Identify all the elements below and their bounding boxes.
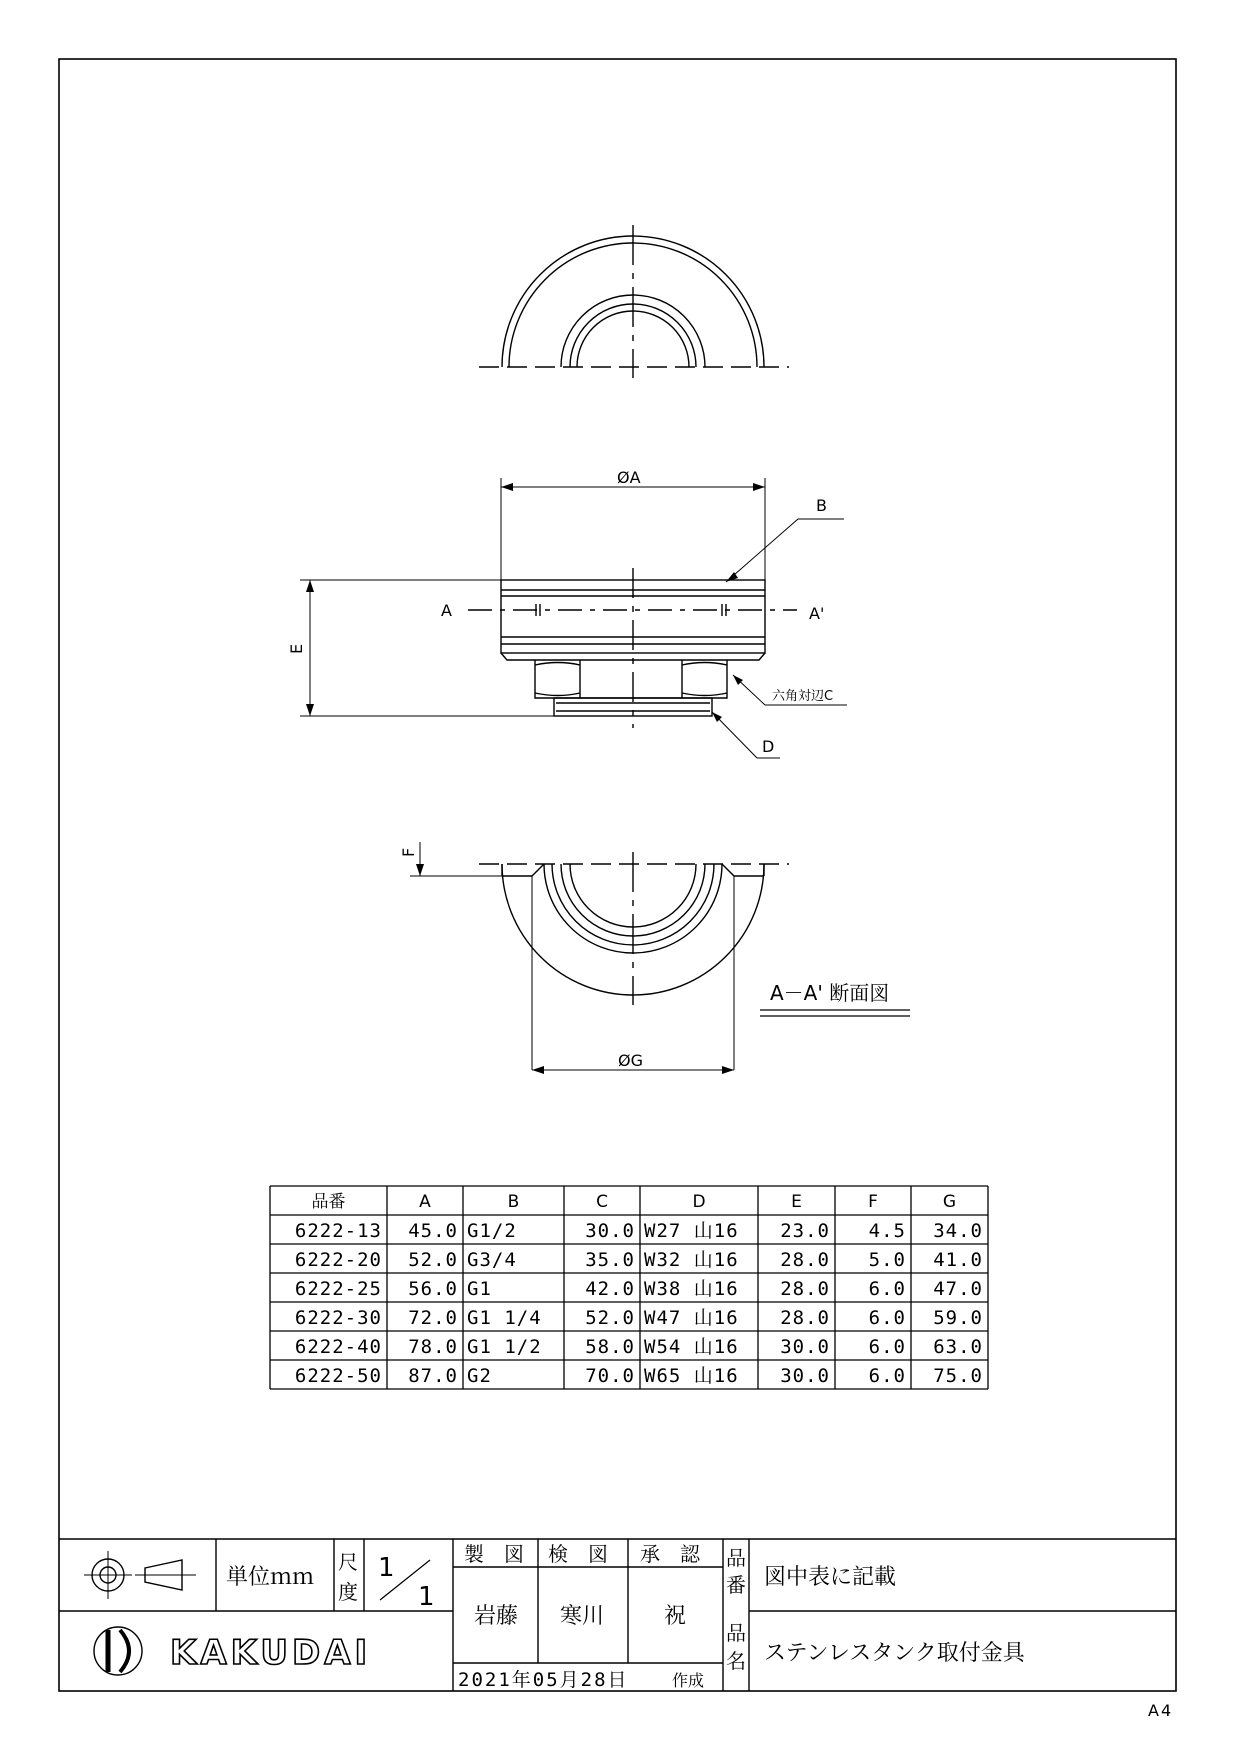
table-cell: W27 山16: [644, 1220, 739, 1242]
table-cell: 30.0: [780, 1365, 830, 1387]
table-cell: 30.0: [585, 1220, 635, 1242]
label-dia-a: ØA: [617, 468, 641, 487]
table-cell: 6222-30: [294, 1307, 382, 1329]
table-cell: W32 山16: [644, 1249, 739, 1271]
part-no-label-top: 品: [726, 1546, 746, 1570]
table-cell: 28.0: [780, 1249, 830, 1271]
table-header-5: E: [791, 1192, 802, 1212]
table-header-0: 品番: [311, 1192, 346, 1212]
top-view: [479, 225, 789, 378]
label-a-prime: A': [809, 604, 825, 623]
table-cell: 41.0: [933, 1249, 983, 1271]
checked-label: 検 図: [548, 1542, 608, 1566]
table-cell: 72.0: [408, 1307, 458, 1329]
table-cell: 6.0: [868, 1336, 906, 1358]
label-dia-g: ØG: [618, 1051, 643, 1070]
part-name-label-bottom: 名: [726, 1649, 746, 1673]
table-cell: 87.0: [408, 1365, 458, 1387]
table-cell: 4.5: [868, 1220, 906, 1242]
label-f: F: [399, 847, 418, 857]
table-cell: 30.0: [780, 1336, 830, 1358]
table-cell: 34.0: [933, 1220, 983, 1242]
table-cell: 47.0: [933, 1278, 983, 1300]
table-cell: W38 山16: [644, 1278, 739, 1300]
unit-label: 単位ｍｍ: [226, 1565, 315, 1590]
paper-size: A4: [1148, 1701, 1174, 1720]
part-name-label-top: 品: [726, 1621, 746, 1645]
scale-label-bottom: 度: [338, 1580, 358, 1604]
part-no-label-bottom: 番: [726, 1573, 746, 1597]
table-cell: 28.0: [780, 1307, 830, 1329]
table-header-2: B: [507, 1192, 520, 1212]
date-suffix: 作成: [672, 1671, 705, 1690]
table-cell: W47 山16: [644, 1307, 739, 1329]
approved-label: 承 認: [640, 1542, 700, 1566]
part-name-value: ステンレスタンク取付金具: [764, 1641, 1025, 1666]
table-cell: 6222-50: [294, 1365, 382, 1387]
table-cell: 6.0: [868, 1365, 906, 1387]
section-title: A－A' 断面図: [770, 981, 890, 1005]
table-cell: 42.0: [585, 1278, 635, 1300]
table-cell: 6222-20: [294, 1249, 382, 1271]
table-header-1: A: [419, 1192, 431, 1212]
table-cell: 28.0: [780, 1278, 830, 1300]
table-cell: 6222-13: [294, 1220, 382, 1242]
drawn-by: 岩藤: [474, 1604, 519, 1629]
table-cell: G1 1/2: [467, 1336, 542, 1358]
company-logo-text: KAKUDAI: [170, 1633, 372, 1673]
front-view: [300, 478, 847, 758]
drawing-frame: [59, 59, 1176, 1691]
table-header-3: C: [596, 1192, 608, 1212]
label-b: B: [816, 496, 827, 515]
table-cell: 70.0: [585, 1365, 635, 1387]
table-cell: G1: [467, 1278, 492, 1300]
table-cell: G2: [467, 1365, 492, 1387]
part-no-value: 図中表に記載: [764, 1565, 897, 1590]
table-cell: G1 1/4: [467, 1307, 542, 1329]
table-cell: 35.0: [585, 1249, 635, 1271]
checked-by: 寒川: [560, 1604, 605, 1629]
table-header-6: F: [868, 1192, 878, 1212]
table-cell: 63.0: [933, 1336, 983, 1358]
label-d: D: [762, 737, 775, 756]
table-cell: 6222-25: [294, 1278, 382, 1300]
table-header-7: G: [942, 1192, 957, 1212]
label-hex-c: 六角対辺C: [772, 689, 834, 704]
drawing-date: 2021年05月28日: [458, 1669, 629, 1691]
drawn-label: 製 図: [464, 1542, 524, 1566]
table-cell: 52.0: [585, 1307, 635, 1329]
table-cell: 59.0: [933, 1307, 983, 1329]
table-header-4: D: [692, 1192, 706, 1212]
table-cell: 75.0: [933, 1365, 983, 1387]
table-cell: 5.0: [868, 1249, 906, 1271]
approved-by: 祝: [664, 1604, 687, 1629]
table-cell: 78.0: [408, 1336, 458, 1358]
label-a: A: [441, 601, 452, 620]
table-cell: G1/2: [467, 1220, 517, 1242]
scale-label-top: 尺: [338, 1550, 358, 1574]
table-cell: 58.0: [585, 1336, 635, 1358]
table-cell: 45.0: [408, 1220, 458, 1242]
table-cell: W65 山16: [644, 1365, 739, 1387]
table-cell: W54 山16: [644, 1336, 739, 1358]
table-cell: 23.0: [780, 1220, 830, 1242]
table-cell: G3/4: [467, 1249, 517, 1271]
dimension-table: [270, 1186, 988, 1389]
table-cell: 52.0: [408, 1249, 458, 1271]
label-e: E: [287, 643, 306, 654]
table-cell: 6.0: [868, 1278, 906, 1300]
scale-numerator: 1: [378, 1553, 395, 1583]
table-cell: 6.0: [868, 1307, 906, 1329]
scale-denominator: 1: [418, 1582, 435, 1612]
table-cell: 6222-40: [294, 1336, 382, 1358]
table-cell: 56.0: [408, 1278, 458, 1300]
section-view: [410, 842, 910, 1074]
